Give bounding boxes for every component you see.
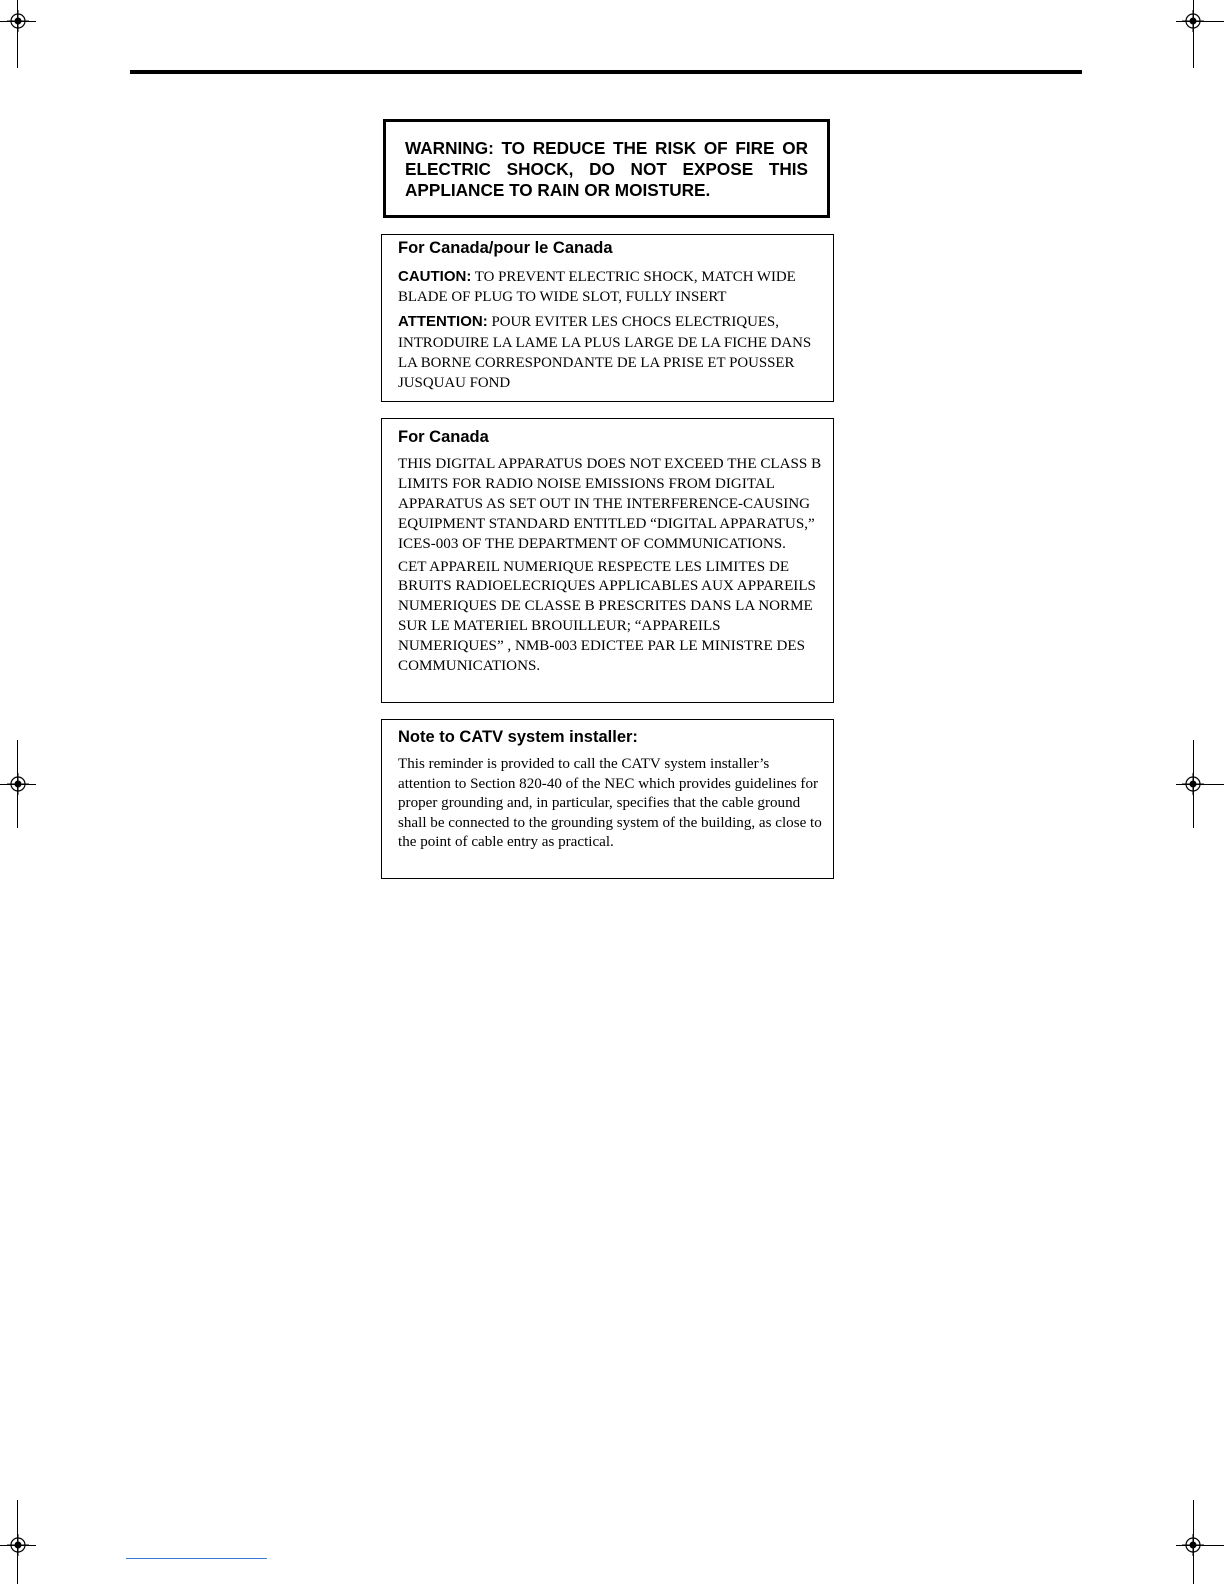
- attention-paragraph: [398, 312, 827, 393]
- crop-line: [1176, 1545, 1224, 1546]
- attention-text: POUR EVITER LES CHOCS ELECTRIQUES, INTRODUIRE LA LAME LA PLUS LARGE DE LA FICHE DANS LA BORNE CORRESPONDANTE DE LA PRISE ET POUSSER JUSQUAU FOND: [398, 314, 812, 392]
- warning-box: [383, 119, 830, 218]
- canada-plug-notice: [381, 234, 834, 402]
- catv-text: This reminder is provided to call the CATV system installer’s attention to Section 820-40 of the NEC which provides guidelines for proper grounding and, in particular, specifies that the cable ground shall be connected to the grounding system of the building, as close to the point of cable entry as practical.: [398, 756, 822, 851]
- caution-label: CAUTION:: [398, 268, 472, 285]
- digital-french-text: CET APPAREIL NUMERIQUE RESPECTE LES LIMITES DE BRUITS RADIOELECRIQUES APPLICABLES AUX APPAREILS NUMERIQUES DE CLASSE B PRESCRITES DANS LA NORME SUR LE MATERIEL BROUILLEUR; “APPAREILS NUMERIQUES” , NMB-003 EDICTEE PAR LE MINISTRE DES COMMUNICATIONS.: [398, 558, 816, 675]
- canada-plug-heading: For Canada/pour le Canada: [398, 239, 613, 257]
- crop-line: [0, 1545, 36, 1546]
- crop-line: [1176, 21, 1224, 22]
- caution-paragraph: [398, 267, 827, 307]
- crop-line: [1193, 1500, 1194, 1584]
- catv-installer-note: [381, 719, 834, 879]
- header-rule: [130, 70, 1082, 74]
- warning-text: WARNING: TO REDUCE THE RISK OF FIRE OR ELECTRIC SHOCK, DO NOT EXPOSE THIS APPLIANCE TO RAIN OR MOISTURE.: [405, 138, 808, 200]
- crop-line: [1193, 0, 1194, 68]
- digital-english-text: THIS DIGITAL APPARATUS DOES NOT EXCEED THE CLASS B LIMITS FOR RADIO NOISE EMISSIONS FROM DIGITAL APPARATUS AS SET OUT IN THE INTERFERENCE-CAUSING EQUIPMENT STANDARD ENTITLED “DIGITAL APPARATUS,” ICES-003 OF THE DEPARTMENT OF COMMUNICATIONS.: [398, 456, 822, 552]
- crop-line: [0, 21, 36, 22]
- canada-digital-heading: For Canada: [398, 428, 489, 446]
- attention-label: ATTENTION:: [398, 313, 488, 331]
- crop-line: [17, 1500, 18, 1584]
- footer-link-underline: [126, 1558, 267, 1559]
- crop-line: [17, 0, 18, 68]
- crop-line: [0, 784, 36, 785]
- catv-heading: Note to CATV system installer:: [398, 728, 638, 746]
- canada-digital-notice: [381, 418, 834, 703]
- crop-line: [1176, 784, 1224, 785]
- caution-text: TO PREVENT ELECTRIC SHOCK, MATCH WIDE BLADE OF PLUG TO WIDE SLOT, FULLY INSERT: [398, 269, 796, 306]
